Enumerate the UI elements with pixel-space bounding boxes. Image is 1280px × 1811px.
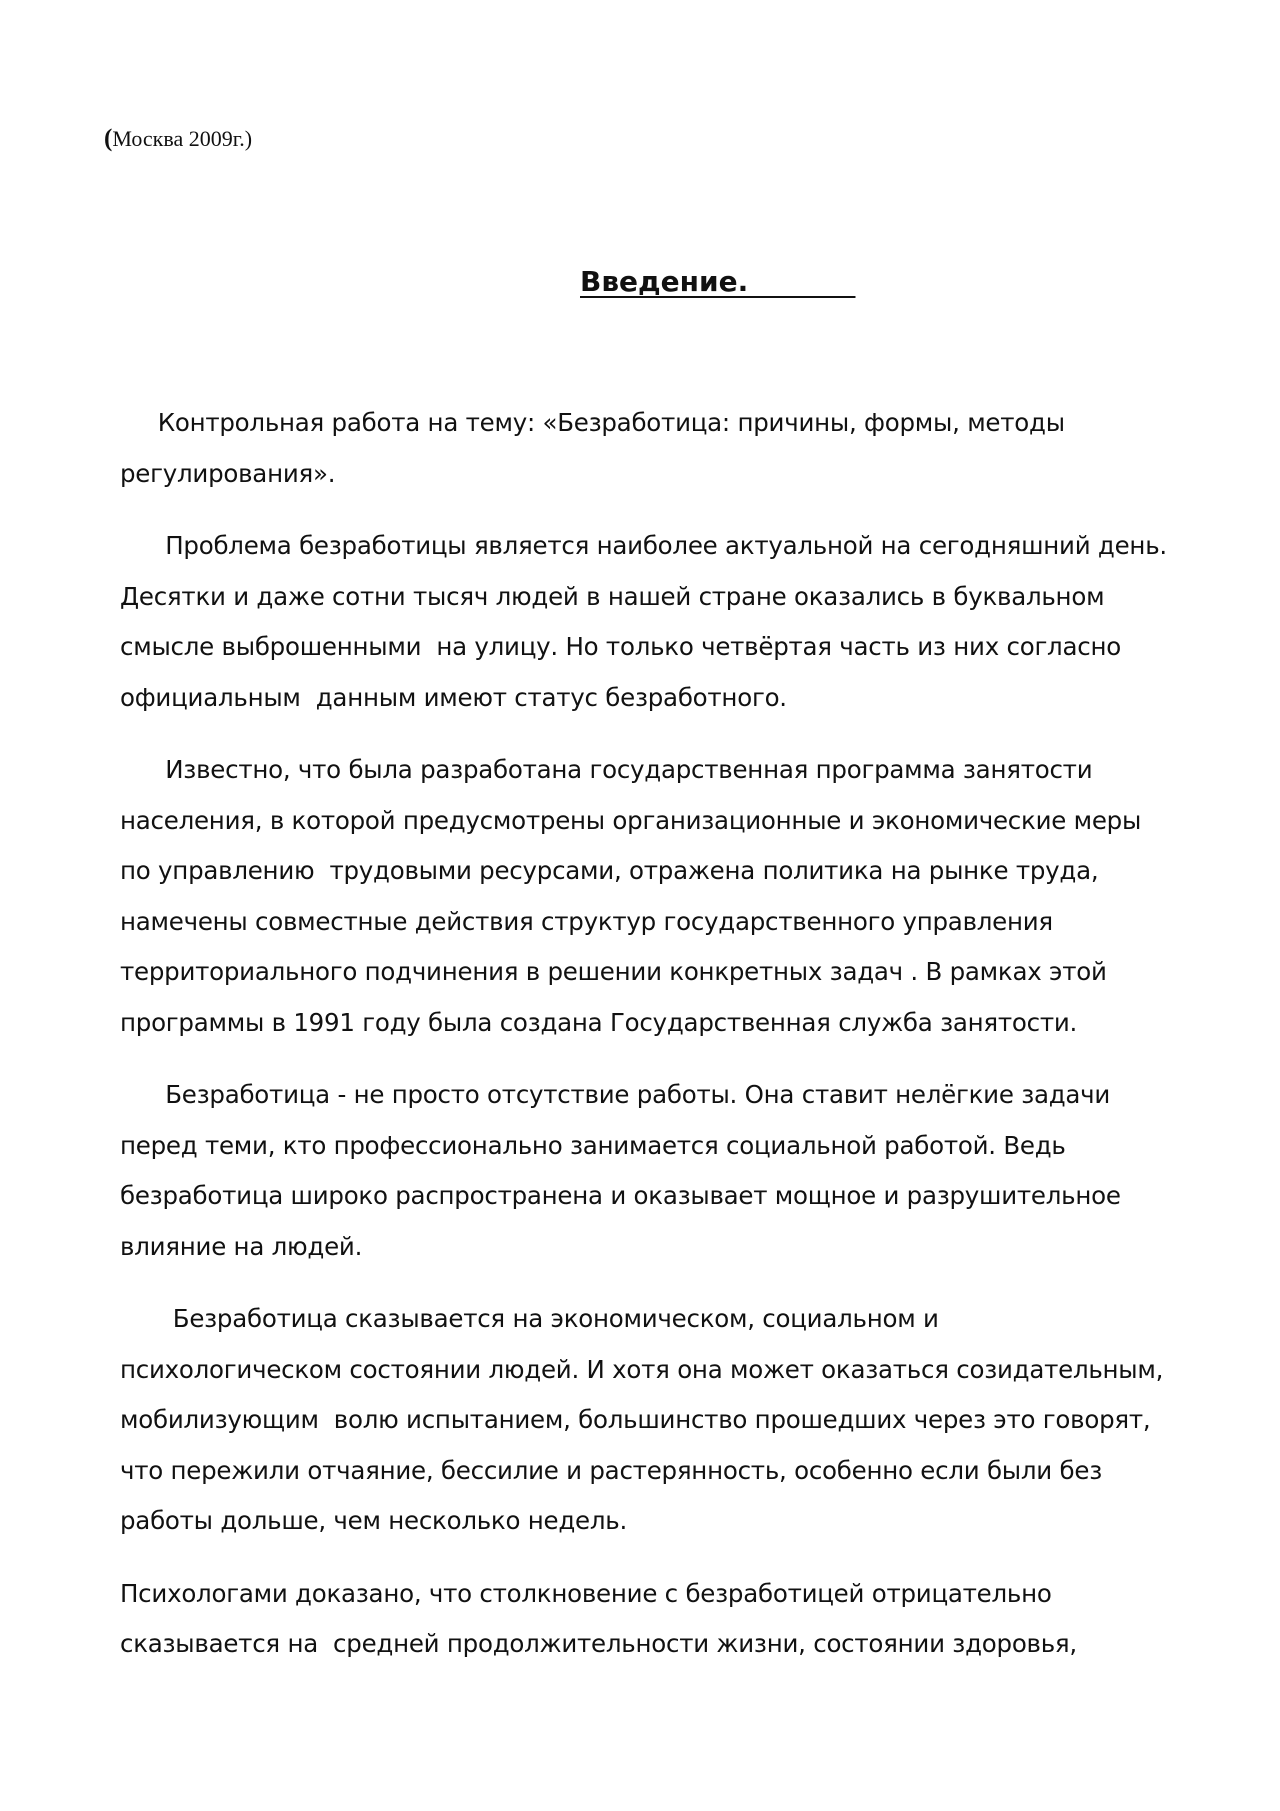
text-line: Известно, что была разработана государственная программа занятости	[120, 755, 1093, 784]
text-line: сказывается на средней продолжительности жизни, состоянии здоровья,	[120, 1629, 1077, 1658]
text-line: территориального подчинения в решении конкретных задач . В рамках этой	[120, 957, 1107, 986]
paragraph-problem	[120, 521, 1180, 723]
text-line: Десятки и даже сотни тысяч людей в нашей стране оказались в буквальном	[120, 581, 1105, 611]
text-line: намечены совместные действия структур государственного управления	[120, 906, 1053, 936]
text-line: населения, в которой предусмотрены организационные и экономические меры	[120, 805, 1142, 835]
text-line: что пережили отчаяние, бессилие и растерянность, особенно если были без	[120, 1455, 1102, 1485]
text-line: программы в 1991 году была создана Государственная служба занятости.	[120, 1007, 1078, 1037]
text-line: по управлению трудовыми ресурсами, отражена политика на рынке труда,	[120, 856, 1099, 885]
text-line: Безработица сказывается на экономическом, социальном и	[120, 1304, 939, 1333]
paragraph-not-just-absence	[120, 1070, 1180, 1272]
text-line: регулирования».	[120, 458, 336, 488]
place-date	[104, 124, 252, 154]
section-heading: Введение.	[580, 265, 856, 298]
paragraph-effects	[120, 1294, 1180, 1547]
text-line: работы дольше, чем несколько недель.	[120, 1506, 627, 1535]
text-line: официальным данным имеют статус безработного.	[120, 682, 787, 712]
text-line: влияние на людей.	[120, 1231, 363, 1261]
text-line: перед теми, кто профессионально занимается социальной работой. Ведь	[120, 1130, 1066, 1160]
body-text	[120, 398, 1180, 1692]
text-line: мобилизующим волю испытанием, большинство прошедших через это говорят,	[120, 1405, 1151, 1434]
text-line: психологическом состоянии людей. И хотя она может оказаться созидательным,	[120, 1354, 1164, 1384]
place-date-text: Москва 2009г.)	[112, 126, 253, 151]
text-line: Проблема безработицы является наиболее актуальной на сегодняшний день.	[120, 531, 1167, 560]
paragraph-psychologists	[120, 1569, 1180, 1670]
text-line: безработица широко распространена и оказывает мощное и разрушительное	[120, 1181, 1121, 1210]
text-line: Психологами доказано, что столкновение с безработицей отрицательно	[120, 1578, 1052, 1608]
place-date-open-paren: (	[104, 125, 113, 152]
paragraph-topic	[120, 398, 1180, 499]
text-line: Безработица - не просто отсутствие работы. Она ставит нелёгкие задачи	[120, 1080, 1111, 1109]
text-line: Контрольная работа на тему: «Безработица: причины, формы, методы	[120, 408, 1065, 437]
paragraph-program	[120, 745, 1180, 1048]
text-line: смысле выброшенными на улицу. Но только четвёртая часть из них согласно	[120, 632, 1121, 661]
